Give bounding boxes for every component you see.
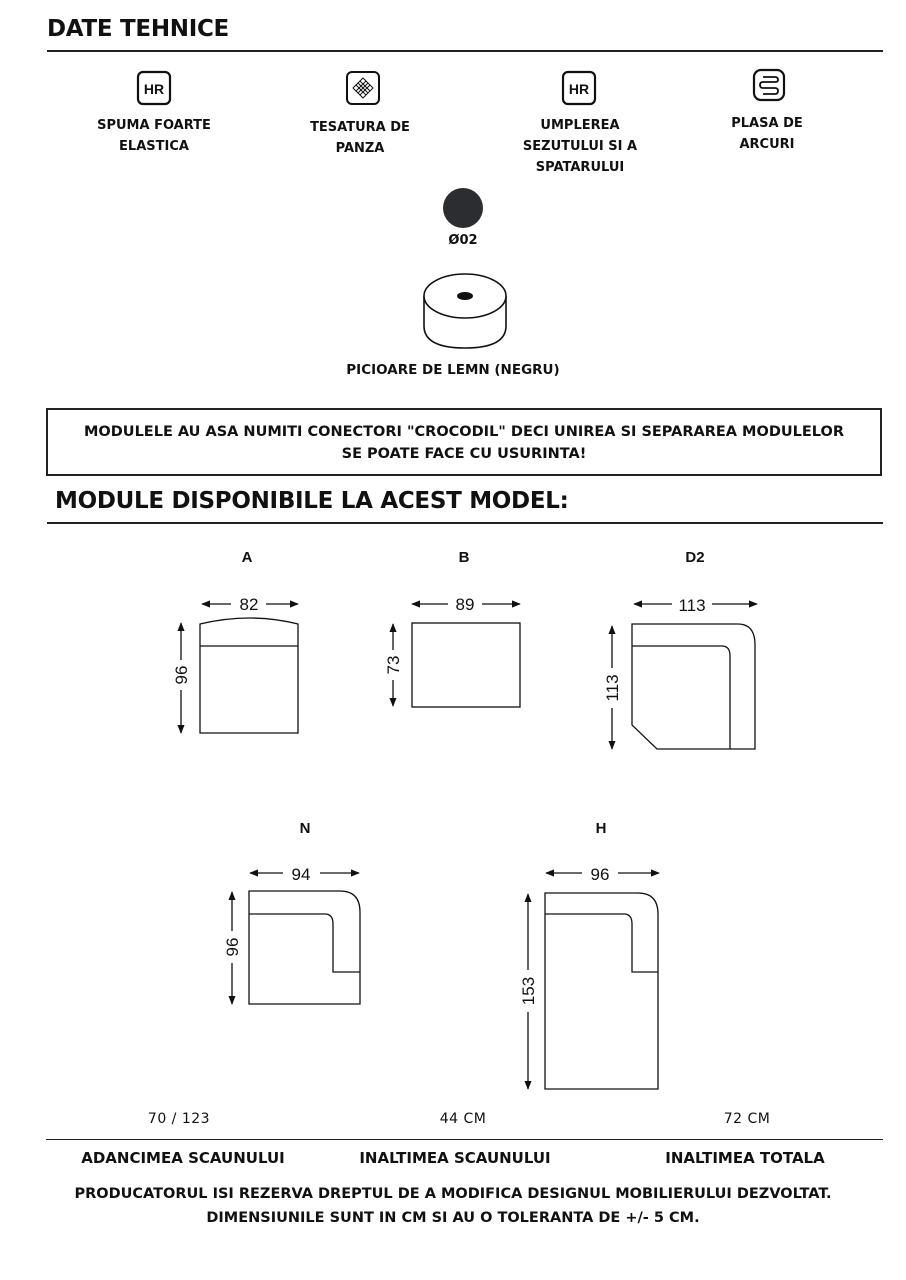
total-height-value: 72 CM bbox=[723, 1111, 771, 1127]
hr-badge-text: HR bbox=[143, 81, 165, 97]
module-label-b: B bbox=[458, 549, 470, 566]
total-height-label: INALTIMEA TOTALA bbox=[665, 1149, 825, 1167]
module-b-depth: 73 bbox=[384, 655, 403, 675]
module-d2-width: 113 bbox=[678, 596, 706, 615]
leg-diameter: Ø02 bbox=[448, 233, 478, 248]
module-label-n: N bbox=[299, 820, 311, 837]
module-label-a: A bbox=[241, 549, 253, 566]
feature-label-fabric: TESATURA DE PANZA bbox=[310, 120, 410, 156]
module-d2-drawing bbox=[632, 624, 755, 749]
module-h-drawing bbox=[545, 893, 658, 1089]
module-b-drawing bbox=[412, 623, 520, 707]
specs-divider bbox=[46, 1139, 883, 1140]
seat-depth-label: ADANCIMEA SCAUNULUI bbox=[81, 1149, 285, 1167]
module-label-d2: D2 bbox=[685, 549, 705, 566]
feature-label-foam: SPUMA FOARTE ELASTICA bbox=[97, 118, 211, 154]
module-h-width: 96 bbox=[590, 865, 610, 884]
page-title: DATE TEHNICE bbox=[47, 16, 229, 42]
leg-label: PICIOARE DE LEMN (NEGRU) bbox=[346, 362, 560, 378]
module-label-h: H bbox=[595, 820, 607, 837]
connector-notice: MODULELE AU ASA NUMITI CONECTORI "CROCODIL" DECI UNIREA SI SEPARAREA MODULELOR SE POATE FACE CU USURINTA! bbox=[84, 424, 844, 462]
module-a-depth: 96 bbox=[172, 665, 191, 685]
modules-title: MODULE DISPONIBILE LA ACEST MODEL: bbox=[55, 488, 569, 514]
seat-height-value: 44 CM bbox=[439, 1111, 487, 1127]
module-d2-depth: 113 bbox=[603, 674, 622, 702]
feature-label-filling: UMPLEREA SEZUTULUI SI A SPATARULUI bbox=[522, 118, 638, 175]
module-a-drawing bbox=[200, 618, 298, 733]
seat-height-label: INALTIMEA SCAUNULUI bbox=[359, 1149, 551, 1167]
module-a-width: 82 bbox=[239, 595, 259, 614]
hr-badge-text: HR bbox=[568, 81, 590, 97]
module-n-depth: 96 bbox=[223, 937, 242, 957]
feature-label-springs: PLASA DE ARCURI bbox=[731, 116, 803, 152]
module-n-drawing bbox=[249, 891, 360, 1004]
module-n-width: 94 bbox=[291, 865, 311, 884]
manufacturer-disclaimer: PRODUCATORUL ISI REZERVA DREPTUL DE A MODIFICA DESIGNUL MOBILIERULUI DEZVOLTAT. DIMENSIUNILE SUNT IN CM SI AU O TOLERANTA DE +/- 5 CM. bbox=[74, 1186, 832, 1226]
seat-depth-value: 70 / 123 bbox=[147, 1111, 211, 1127]
module-b-width: 89 bbox=[455, 595, 475, 614]
module-h-depth: 153 bbox=[519, 976, 538, 1006]
